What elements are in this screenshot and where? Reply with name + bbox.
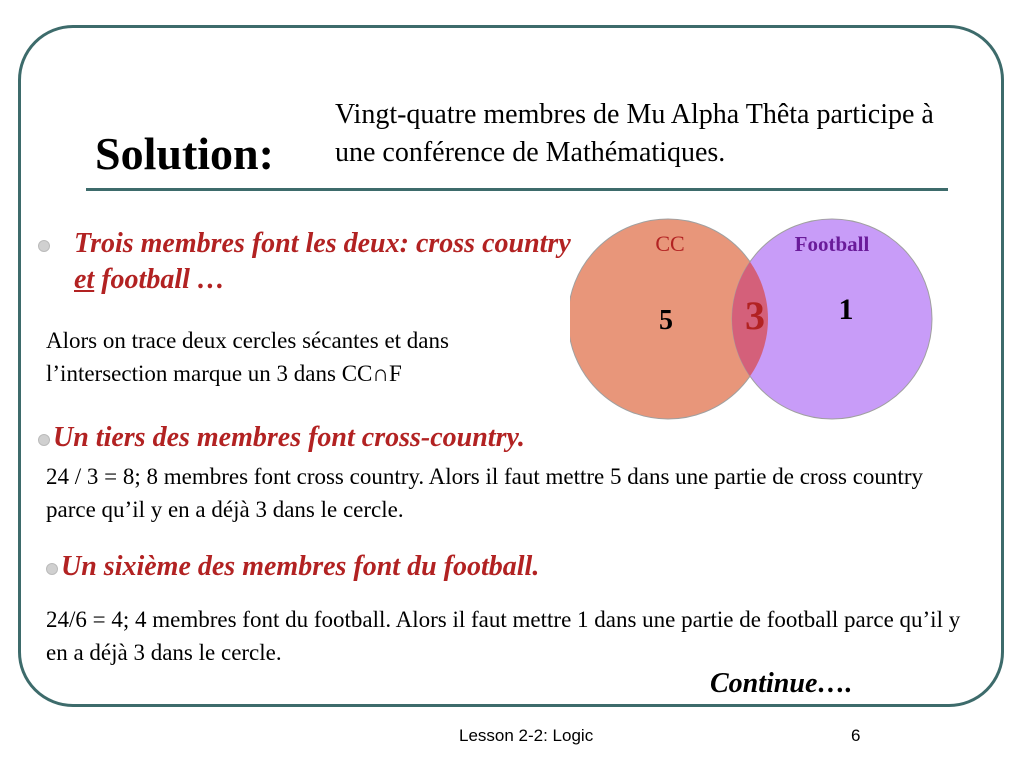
venn-label-cc: CC xyxy=(655,231,685,256)
venn-value-football-only: 1 xyxy=(838,293,854,326)
venn-diagram xyxy=(570,215,950,425)
point-2-heading: Un tiers des membres font cross-country. xyxy=(53,422,525,453)
continue-text: Continue…. xyxy=(710,668,853,699)
venn-value-intersection: 3 xyxy=(745,293,765,338)
point-1-heading-post: football … xyxy=(94,264,225,295)
bullet-icon xyxy=(38,434,50,446)
point-1-heading-pre: Trois membres font les deux: cross country xyxy=(74,228,571,259)
bullet-icon xyxy=(38,240,50,252)
slide-subtitle: Vingt-quatre membres de Mu Alpha Thêta participe à une conférence de Mathématiques. xyxy=(335,99,934,168)
footer-lesson: Lesson 2-2: Logic xyxy=(459,726,594,745)
point-3-heading: Un sixième des membres font du football. xyxy=(61,551,540,582)
venn-label-football: Football xyxy=(794,232,870,256)
footer-page-number: 6 xyxy=(851,726,861,745)
bullet-icon xyxy=(46,563,58,575)
venn-value-cc-only: 5 xyxy=(659,305,673,336)
point-1-heading xyxy=(74,226,574,298)
point-2-body: 24 / 3 = 8; 8 membres font cross country. Alors il faut mettre 5 dans une partie de cross country parce qu’il y en a déjà 3 dans le cercle. xyxy=(46,464,923,522)
title-divider xyxy=(86,188,948,191)
slide-title: Solution: xyxy=(95,128,274,179)
point-1-heading-underlined: et xyxy=(74,264,95,295)
point-3-body: 24/6 = 4; 4 membres font du football. Alors il faut mettre 1 dans une partie de football parce qu’il y en a déjà 3 dans le cercle. xyxy=(46,607,961,665)
point-1-body: Alors on trace deux cercles sécantes et dans l’intersection marque un 3 dans CC∩F xyxy=(46,328,449,386)
